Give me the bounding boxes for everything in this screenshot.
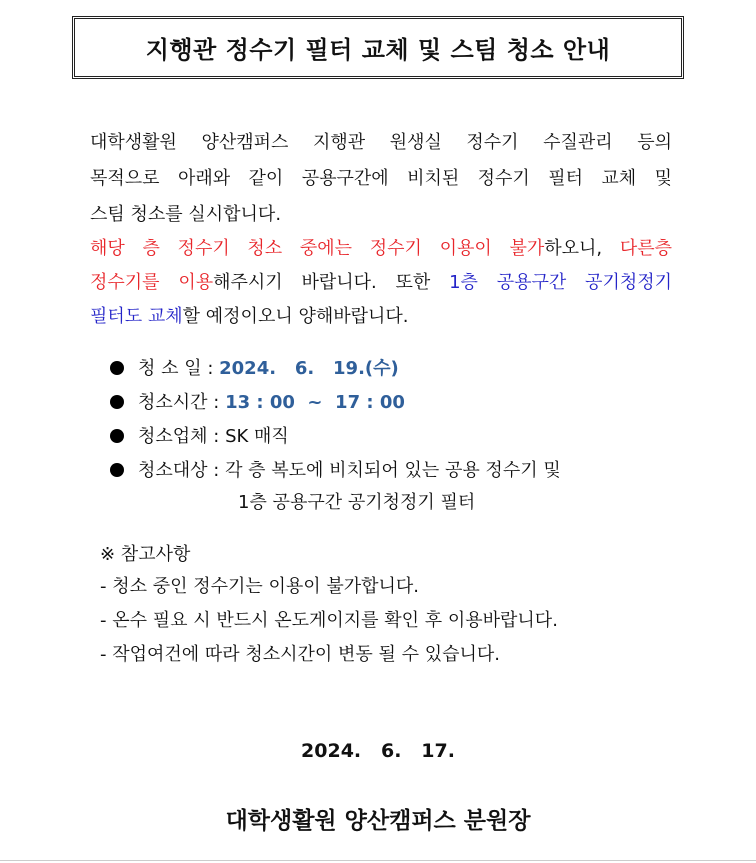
detail-value: 2024. 6. 19.(수) bbox=[219, 358, 399, 379]
notice-text: 하오니, bbox=[544, 238, 620, 259]
detail-company bbox=[110, 422, 289, 448]
detail-value: 각 층 복도에 비치되어 있는 공용 정수기 및 bbox=[225, 460, 561, 481]
issue-date: 2024. 6. 17. bbox=[301, 740, 455, 762]
notice-text: 해주시기 바랍니다. 또한 bbox=[213, 272, 450, 293]
notice-line bbox=[90, 268, 672, 294]
notice-line bbox=[90, 234, 672, 260]
page-divider bbox=[0, 860, 756, 861]
detail-value: 13 : 00 ~ 17 : 00 bbox=[225, 392, 405, 413]
notice-blue: 1층 공용구간 공기청정기 bbox=[449, 272, 672, 293]
notes-heading: ※ 참고사항 bbox=[100, 544, 191, 565]
detail-date bbox=[110, 354, 399, 380]
notice-red: 다른층 bbox=[619, 238, 673, 259]
notice-line bbox=[90, 302, 672, 328]
title-box bbox=[72, 16, 684, 79]
notice-red: 해당 층 정수기 청소 중에는 정수기 이용이 불가 bbox=[90, 238, 545, 259]
intro-line: 대학생활원 양산캠퍼스 지행관 원생실 정수기 수질관리 등의 bbox=[90, 132, 672, 153]
detail-label: 청소대상 : bbox=[138, 460, 226, 481]
note-item: - 청소 중인 정수기는 이용이 불가합니다. bbox=[100, 576, 420, 597]
detail-value: SK 매직 bbox=[225, 426, 289, 447]
document-title: 지행관 정수기 필터 교체 및 스팀 청소 안내 bbox=[145, 36, 611, 64]
notice-red: 정수기를 이용 bbox=[90, 272, 214, 293]
detail-target bbox=[110, 456, 561, 482]
detail-time bbox=[110, 388, 405, 414]
signature: 대학생활원 양산캠퍼스 분원장 bbox=[225, 808, 531, 834]
intro-line: 목적으로 아래와 같이 공용구간에 비치된 정수기 필터 교체 및 bbox=[90, 168, 672, 189]
notice-blue: 필터도 교체 bbox=[90, 306, 183, 327]
bullet-icon bbox=[110, 395, 124, 409]
bullet-icon bbox=[110, 429, 124, 443]
note-item: - 작업여건에 따라 청소시간이 변동 될 수 있습니다. bbox=[100, 644, 501, 665]
bullet-icon bbox=[110, 463, 124, 477]
detail-label: 청소업체 : bbox=[138, 426, 226, 447]
detail-target-cont: 1층 공용구간 공기청정기 필터 bbox=[238, 492, 476, 513]
detail-label: 청 소 일 : bbox=[138, 358, 220, 379]
bullet-icon bbox=[110, 361, 124, 375]
notice-text: 할 예정이오니 양해바랍니다. bbox=[182, 306, 409, 327]
intro-line: 스팀 청소를 실시합니다. bbox=[90, 204, 282, 225]
detail-label: 청소시간 : bbox=[138, 392, 226, 413]
note-item: - 온수 필요 시 반드시 온도게이지를 확인 후 이용바랍니다. bbox=[100, 610, 558, 631]
